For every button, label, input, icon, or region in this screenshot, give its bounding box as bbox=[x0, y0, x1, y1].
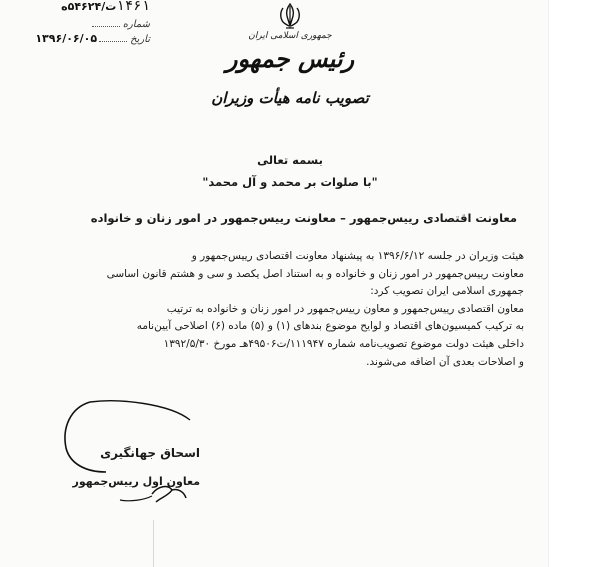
dotted-line bbox=[99, 33, 127, 42]
registration-number-label: شماره bbox=[122, 19, 150, 30]
paper-edge bbox=[548, 0, 601, 567]
dotted-line bbox=[92, 18, 120, 27]
resolution-line: جمهوری اسلامی ایران تصویب کرد: bbox=[370, 285, 524, 298]
registration-number-printed: ۵۴۶۲۴/ت bbox=[67, 0, 117, 13]
resolution-line: داخلی هیئت دولت موضوع تصویب‌نامه شماره ۱۱۱۹۴۷/ت۴۹۵۰۶هـ مورخ ۱۳۹۲/۵/۳۰ bbox=[163, 337, 524, 350]
registration-label-row bbox=[10, 18, 150, 32]
registration-block bbox=[10, 0, 150, 52]
registration-number-row bbox=[10, 0, 150, 18]
registration-number-suffix: ه bbox=[61, 0, 68, 13]
signer-name: اسحاق جهانگیری bbox=[100, 446, 200, 460]
signer-title: معاون اول رییس‌جمهور bbox=[72, 475, 200, 488]
islamic-republic-emblem-icon bbox=[275, 2, 305, 30]
registration-date-row bbox=[10, 32, 150, 52]
resolution-line: معاون اقتصادی رییس‌جمهور و معاون رییس‌جمهور در امور زنان و خانواده به ترتیب bbox=[166, 302, 524, 315]
signature-block bbox=[60, 398, 210, 508]
president-title: رئیس جمهور bbox=[225, 44, 355, 73]
resolution-line: و اصلاحات بعدی آن اضافه می‌شوند. bbox=[366, 355, 524, 368]
registration-date-value: ۱۳۹۶/۰۶/۰۵ bbox=[35, 32, 98, 45]
salawat-heading: "با صلوات بر محمد و آل محمد" bbox=[202, 175, 378, 189]
resolution-line: معاونت رییس‌جمهور در امور زنان و خانواده و به استناد اصل یکصد و سی و هشتم قانون اساسی bbox=[106, 267, 524, 280]
resolution-line: به ترکیب کمیسیون‌های اقتصاد و لوایح موضوع بندهای (۱) و (۵) ماده (۶) اصلاحی آیین‌نامه bbox=[136, 320, 524, 333]
resolution-line: هیئت وزیران در جلسه ۱۳۹۶/۶/۱۲ به پیشنهاد معاونت اقتصادی رییس‌جمهور و bbox=[191, 250, 524, 262]
letterhead bbox=[200, 30, 380, 108]
country-name: جمهوری اسلامی ایران bbox=[248, 31, 332, 41]
registration-number-handwritten: ۱۴۶۱ bbox=[116, 0, 150, 14]
scan-artifact bbox=[153, 520, 154, 567]
subject-line: معاونت اقتصادی رییس‌جمهور – معاونت رییس‌جمهور در امور زنان و خانواده bbox=[90, 211, 517, 225]
bismillah-heading: بسمه تعالی bbox=[257, 153, 323, 167]
cabinet-resolution-title: تصویب نامه هیأت وزیران bbox=[211, 89, 369, 107]
registration-date-label: تاریخ bbox=[130, 34, 150, 45]
resolution-text bbox=[18, 248, 524, 371]
